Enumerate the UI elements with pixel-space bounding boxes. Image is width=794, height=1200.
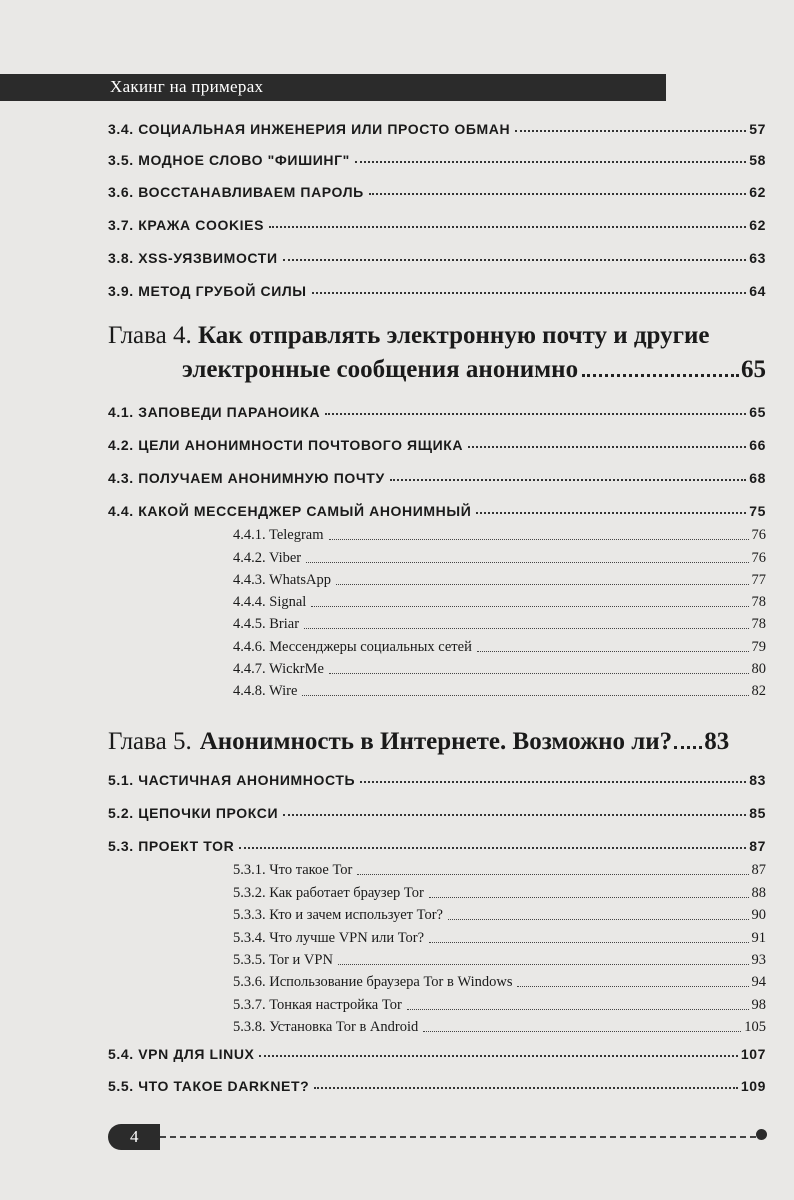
footer-dashed-rule: [160, 1136, 756, 1138]
page-number-badge: [108, 1124, 160, 1150]
toc-subentry: [233, 589, 766, 611]
dot-leader: [476, 512, 746, 514]
toc-entry: [108, 766, 766, 788]
toc-subentry: [233, 880, 766, 902]
toc-subentry: [233, 857, 766, 879]
toc-entry-page: 85: [749, 805, 766, 821]
toc-entry-page: 94: [751, 974, 766, 990]
toc-entry-page: 93: [751, 952, 766, 968]
chapter-label: Глава 4.: [108, 322, 192, 349]
toc-entry-page: 63: [749, 250, 766, 266]
toc-entry-page: 76: [751, 527, 766, 543]
toc-entry-title: 5.3.2. Как работает браузер Tor: [233, 885, 424, 901]
chapter-title: электронные сообщения анонимно: [182, 356, 579, 383]
toc-subentry: [233, 1014, 766, 1036]
toc-subentry: [233, 992, 766, 1014]
toc-entry-page: 57: [749, 121, 766, 137]
toc-entry-title: 4.4.3. WhatsApp: [233, 572, 332, 588]
toc-entry-title: 5.2. ЦЕПОЧКИ ПРОКСИ: [108, 805, 279, 821]
toc-entry-page: 98: [751, 997, 766, 1013]
toc-entry-page: 88: [751, 885, 766, 901]
chapter-page: 83: [704, 728, 730, 755]
toc-entry-title: 5.3.4. Что лучше VPN или Tor?: [233, 930, 425, 946]
dot-leader: [239, 847, 746, 849]
toc-entry-title: 4.4. КАКОЙ МЕССЕНДЖЕР САМЫЙ АНОНИМНЫЙ: [108, 503, 472, 519]
dot-leader: [329, 539, 749, 540]
toc-entry-title: 4.4.2. Viber: [233, 550, 302, 566]
chapter-label: Глава 5.: [108, 728, 192, 755]
toc-entry-page: 87: [751, 862, 766, 878]
toc-subentry: [233, 947, 766, 969]
toc-entry-title: 4.4.4. Signal: [233, 594, 307, 610]
toc-entry-title: 5.3.8. Установка Tor в Android: [233, 1019, 419, 1035]
toc-entry: [108, 799, 766, 821]
toc-entry-title: 3.8. XSS-УЯЗВИМОСТИ: [108, 250, 278, 266]
dot-leader: [304, 628, 748, 629]
dot-leader: [355, 161, 746, 163]
dot-leader: [360, 781, 746, 783]
toc-subentry: [233, 611, 766, 633]
toc-subentry: [233, 902, 766, 924]
toc-entry: [108, 178, 766, 200]
dot-leader: [429, 897, 749, 898]
dot-leader: [390, 479, 746, 481]
toc-entry: [108, 146, 766, 168]
toc-entry-title: 5.1. ЧАСТИЧНАЯ АНОНИМНОСТЬ: [108, 772, 356, 788]
toc-entry-title: 5.3.7. Тонкая настройка Tor: [233, 997, 402, 1013]
toc-subentry: [233, 522, 766, 544]
toc-entry-title: 4.2. ЦЕЛИ АНОНИМНОСТИ ПОЧТОВОГО ЯЩИКА: [108, 437, 464, 453]
toc-entry-page: 58: [749, 152, 766, 168]
chapter-heading: [108, 320, 766, 352]
toc-entry-page: 62: [749, 217, 766, 233]
toc-entry-page: 68: [749, 470, 766, 486]
toc-entry-page: 78: [751, 594, 766, 610]
toc-entry-page: 62: [749, 184, 766, 200]
toc-entry: [108, 832, 766, 854]
toc-subentry: [233, 656, 766, 678]
toc-entry-title: 5.3. ПРОЕКТ TOR: [108, 838, 235, 854]
chapter-heading: [108, 724, 766, 756]
toc-entry-page: 87: [749, 838, 766, 854]
toc-entry-page: 78: [751, 616, 766, 632]
toc-entry-title: 5.3.6. Использование браузера Tor в Windows: [233, 974, 513, 990]
dot-leader: [283, 814, 746, 816]
dot-leader: [312, 292, 747, 294]
dot-leader: [429, 942, 748, 943]
toc-entry-title: 5.4. VPN ДЛЯ LINUX: [108, 1046, 255, 1062]
toc-entry-page: 80: [751, 661, 766, 677]
dot-leader: [329, 673, 749, 674]
dot-leader: [306, 562, 748, 563]
dot-leader: [325, 413, 746, 415]
dot-leader: [269, 226, 746, 228]
toc-entry: [108, 277, 766, 299]
toc-entry-page: 79: [751, 639, 766, 655]
toc-entry-page: 65: [749, 404, 766, 420]
dot-leader: [477, 651, 749, 652]
dot-leader: [302, 695, 748, 696]
toc-entry-page: 76: [751, 550, 766, 566]
dot-leader: [674, 746, 702, 749]
dot-leader: [423, 1031, 741, 1032]
toc-entry-title: 4.4.5. Briar: [233, 616, 300, 632]
toc-entry-page: 109: [740, 1078, 766, 1094]
toc-entry-title: 5.3.1. Что такое Tor: [233, 862, 353, 878]
toc-entry-title: 5.3.5. Tor и VPN: [233, 952, 333, 968]
toc-subentry: [233, 634, 766, 656]
dot-leader: [357, 874, 748, 875]
toc-entry-title: 5.5. ЧТО ТАКОЕ DARKNET?: [108, 1078, 310, 1094]
toc-entry-page: 105: [744, 1019, 766, 1035]
toc-entry-title: 4.4.1. Telegram: [233, 527, 324, 543]
toc-entry: [108, 211, 766, 233]
dot-leader: [314, 1087, 738, 1089]
toc-entry: [108, 464, 766, 486]
dot-leader: [407, 1009, 749, 1010]
toc-entry: [108, 398, 766, 420]
toc-entry-title: 3.4. СОЦИАЛЬНАЯ ИНЖЕНЕРИЯ ИЛИ ПРОСТО ОБМАН: [108, 121, 511, 137]
chapter-heading-line2: [182, 352, 766, 384]
dot-leader: [515, 130, 746, 132]
toc-entry-page: 82: [751, 683, 766, 699]
toc-entry-title: 4.1. ЗАПОВЕДИ ПАРАНОИКА: [108, 404, 321, 420]
toc-subentry: [233, 567, 766, 589]
chapter-title: Как отправлять электронную почту и другие: [197, 322, 710, 349]
dot-leader: [468, 446, 746, 448]
toc-entry-title: 5.3.3. Кто и зачем использует Tor?: [233, 907, 443, 923]
chapter-page: 65: [741, 356, 766, 383]
running-title: Хакинг на примерах: [110, 77, 264, 96]
toc-entry: [108, 497, 766, 519]
toc-entry-title: 4.3. ПОЛУЧАЕМ АНОНИМНУЮ ПОЧТУ: [108, 470, 385, 486]
toc-entry-title: 4.4.8. Wire: [233, 683, 298, 699]
chapter-title: Анонимность в Интернете. Возможно ли?: [199, 728, 673, 755]
toc-entry: [108, 431, 766, 453]
toc-entry: [108, 115, 766, 137]
dot-leader: [259, 1055, 737, 1057]
toc-entry-page: 75: [749, 503, 766, 519]
toc-entry-page: 77: [751, 572, 766, 588]
dot-leader: [311, 606, 748, 607]
dot-leader: [582, 374, 739, 377]
toc-entry-title: 3.9. МЕТОД ГРУБОЙ СИЛЫ: [108, 283, 307, 299]
toc-entry-title: 3.7. КРАЖА COOKIES: [108, 217, 265, 233]
toc-entry-title: 3.5. МОДНОЕ СЛОВО "ФИШИНГ": [108, 152, 350, 168]
toc-entry-title: 4.4.7. WickrMe: [233, 661, 324, 677]
toc-entry-page: 66: [749, 437, 766, 453]
toc-entry: [108, 244, 766, 266]
toc-entry: [108, 1040, 766, 1062]
dot-leader: [517, 986, 748, 987]
dot-leader: [283, 259, 747, 261]
dot-leader: [369, 193, 746, 195]
toc-entry: [108, 1072, 766, 1094]
dot-leader: [448, 919, 749, 920]
toc-entry-page: 107: [740, 1046, 766, 1062]
dot-leader: [336, 584, 748, 585]
toc-entry-page: 91: [751, 930, 766, 946]
dot-leader: [338, 964, 749, 965]
toc-entry-page: 64: [749, 283, 766, 299]
toc-subentry: [233, 545, 766, 567]
toc-entry-title: 4.4.6. Мессенджеры социальных сетей: [233, 639, 472, 655]
page-number: 4: [130, 1127, 139, 1146]
toc-entry-page: 83: [749, 772, 766, 788]
toc-subentry: [233, 969, 766, 991]
toc-entry-page: 90: [751, 907, 766, 923]
toc-subentry: [233, 925, 766, 947]
toc-subentry: [233, 678, 766, 700]
toc-entry-title: 3.6. ВОССТАНАВЛИВАЕМ ПАРОЛЬ: [108, 184, 364, 200]
footer-end-dot: [756, 1129, 767, 1140]
